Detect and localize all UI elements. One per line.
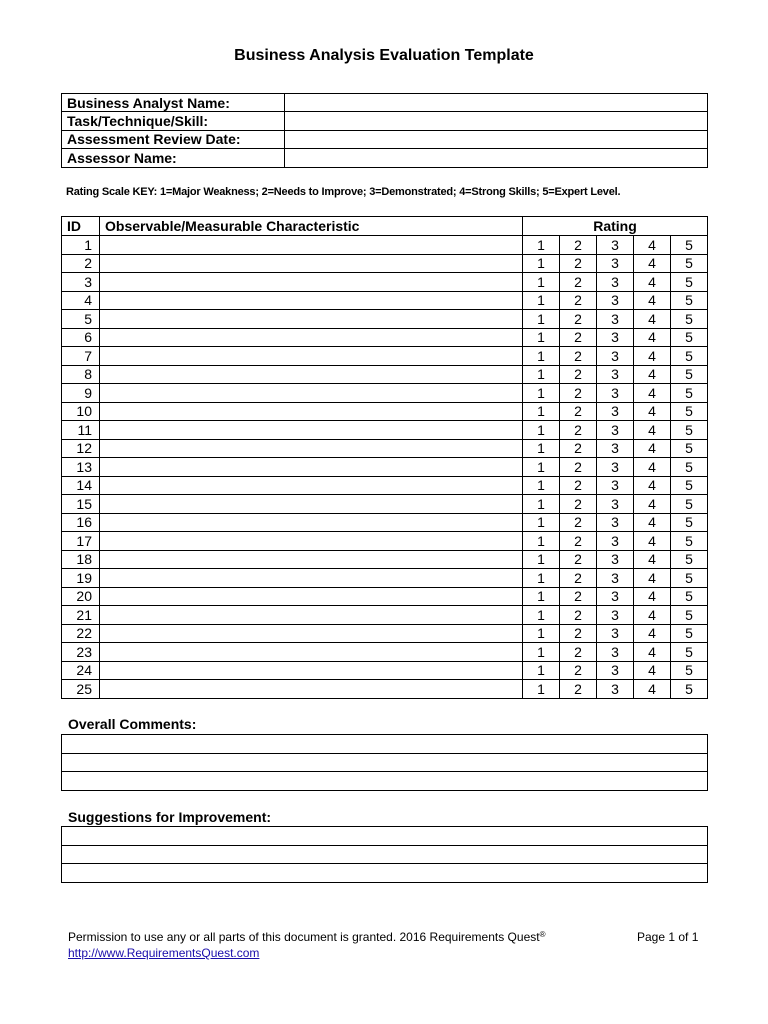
rating-option[interactable]: 1 [523,236,560,255]
rating-option[interactable]: 1 [523,365,560,384]
rating-option[interactable]: 1 [523,643,560,662]
suggestions-box[interactable] [61,826,708,883]
rating-option[interactable]: 4 [634,624,671,643]
rating-option[interactable]: 5 [671,550,708,569]
table-row [62,569,708,588]
rating-option[interactable]: 2 [560,606,597,625]
rating-option[interactable]: 3 [597,365,634,384]
row-id: 10 [62,402,100,421]
evaluation-table [61,216,708,699]
rating-option[interactable]: 1 [523,587,560,606]
row-id: 14 [62,476,100,495]
characteristic-cell[interactable] [100,254,523,273]
rating-option[interactable]: 2 [560,236,597,255]
rating-option[interactable]: 5 [671,236,708,255]
table-row [62,328,708,347]
characteristic-cell[interactable] [100,291,523,310]
rating-option[interactable]: 5 [671,476,708,495]
info-row [62,94,708,112]
rating-option[interactable]: 3 [597,643,634,662]
rating-option[interactable]: 3 [597,606,634,625]
rating-option[interactable]: 3 [597,439,634,458]
rating-option[interactable]: 2 [560,643,597,662]
rating-option[interactable]: 1 [523,532,560,551]
rating-option[interactable]: 4 [634,310,671,329]
rating-option[interactable]: 4 [634,532,671,551]
row-id: 5 [62,310,100,329]
rating-option[interactable]: 1 [523,291,560,310]
rating-option[interactable]: 4 [634,550,671,569]
id-header: ID [62,217,100,236]
row-id: 8 [62,365,100,384]
comment-line[interactable] [62,772,708,791]
info-label: Assessor Name: [62,149,285,167]
rating-option[interactable]: 4 [634,439,671,458]
characteristic-cell[interactable] [100,550,523,569]
rating-option[interactable]: 2 [560,328,597,347]
suggestion-line[interactable] [62,827,708,846]
rating-option[interactable]: 3 [597,310,634,329]
rating-option[interactable]: 2 [560,291,597,310]
rating-option[interactable]: 3 [597,347,634,366]
rating-option[interactable]: 5 [671,643,708,662]
rating-option[interactable]: 3 [597,661,634,680]
rating-option[interactable]: 5 [671,310,708,329]
row-id: 12 [62,439,100,458]
rating-option[interactable]: 1 [523,254,560,273]
rating-option[interactable]: 1 [523,513,560,532]
rating-option[interactable]: 1 [523,550,560,569]
rating-option[interactable]: 5 [671,680,708,699]
comment-line[interactable] [62,735,708,754]
characteristic-cell[interactable] [100,643,523,662]
row-id: 1 [62,236,100,255]
row-id: 9 [62,384,100,403]
table-row [62,347,708,366]
rating-option[interactable]: 2 [560,421,597,440]
rating-option[interactable]: 4 [634,421,671,440]
rating-option[interactable]: 5 [671,569,708,588]
table-row [62,680,708,699]
rating-option[interactable]: 5 [671,606,708,625]
rating-option[interactable]: 1 [523,439,560,458]
table-row [62,495,708,514]
rating-option[interactable]: 5 [671,495,708,514]
rating-option[interactable]: 2 [560,365,597,384]
overall-comments-label: Overall Comments: [68,716,197,732]
table-row [62,421,708,440]
rating-option[interactable]: 4 [634,254,671,273]
row-id: 17 [62,532,100,551]
table-row [62,532,708,551]
rating-option[interactable]: 2 [560,273,597,292]
rating-option[interactable]: 2 [560,458,597,477]
table-row [62,661,708,680]
rating-option[interactable]: 5 [671,587,708,606]
row-id: 15 [62,495,100,514]
characteristic-header: Observable/Measurable Characteristic [100,217,523,236]
row-id: 20 [62,587,100,606]
rating-option[interactable]: 2 [560,624,597,643]
table-row [62,550,708,569]
row-id: 11 [62,421,100,440]
info-value-field[interactable] [285,149,708,167]
row-id: 25 [62,680,100,699]
rating-option[interactable]: 1 [523,661,560,680]
table-row [62,384,708,403]
document-title: Business Analysis Evaluation Template [234,47,534,64]
table-row [62,310,708,329]
rating-option[interactable]: 4 [634,273,671,292]
suggestion-line[interactable] [62,845,708,864]
rating-option[interactable]: 1 [523,495,560,514]
rating-option[interactable]: 2 [560,680,597,699]
info-row [62,130,708,148]
rating-option[interactable]: 5 [671,291,708,310]
row-id: 2 [62,254,100,273]
rating-option[interactable]: 5 [671,439,708,458]
rating-option[interactable]: 1 [523,476,560,495]
rating-option[interactable]: 3 [597,402,634,421]
rating-option[interactable]: 5 [671,661,708,680]
table-row [62,476,708,495]
rating-option[interactable]: 4 [634,347,671,366]
suggestion-line[interactable] [62,864,708,883]
characteristic-cell[interactable] [100,439,523,458]
row-id: 16 [62,513,100,532]
characteristic-cell[interactable] [100,402,523,421]
rating-option[interactable]: 2 [560,532,597,551]
table-row [62,291,708,310]
rating-scale-key: Rating Scale KEY: 1=Major Weakness; 2=Needs to Improve; 3=Demonstrated; 4=Strong Skills; 5=Expert Level. [66,186,621,198]
characteristic-cell[interactable] [100,476,523,495]
row-id: 21 [62,606,100,625]
row-id: 13 [62,458,100,477]
rating-option[interactable]: 5 [671,365,708,384]
info-table [61,93,708,168]
table-row [62,458,708,477]
characteristic-cell[interactable] [100,347,523,366]
rating-option[interactable]: 3 [597,587,634,606]
rating-option[interactable]: 2 [560,384,597,403]
rating-option[interactable]: 5 [671,402,708,421]
rating-option[interactable]: 1 [523,458,560,477]
rating-option[interactable]: 4 [634,569,671,588]
rating-option[interactable]: 3 [597,680,634,699]
table-row [62,254,708,273]
rating-option[interactable]: 3 [597,513,634,532]
info-row [62,149,708,167]
table-row [62,365,708,384]
footer-permission [68,930,545,944]
rating-option[interactable]: 5 [671,532,708,551]
rating-option[interactable]: 3 [597,476,634,495]
rating-option[interactable]: 5 [671,384,708,403]
characteristic-cell[interactable] [100,661,523,680]
rating-option[interactable]: 4 [634,495,671,514]
rating-header: Rating [523,217,708,236]
characteristic-cell[interactable] [100,532,523,551]
row-id: 4 [62,291,100,310]
characteristic-cell[interactable] [100,587,523,606]
characteristic-cell[interactable] [100,236,523,255]
rating-option[interactable]: 1 [523,569,560,588]
rating-option[interactable]: 2 [560,476,597,495]
row-id: 6 [62,328,100,347]
rating-option[interactable]: 1 [523,273,560,292]
rating-option[interactable]: 5 [671,254,708,273]
row-id: 24 [62,661,100,680]
rating-option[interactable]: 1 [523,421,560,440]
characteristic-cell[interactable] [100,458,523,477]
rating-option[interactable]: 4 [634,587,671,606]
rating-option[interactable]: 5 [671,421,708,440]
rating-option[interactable]: 4 [634,236,671,255]
rating-option[interactable]: 4 [634,384,671,403]
rating-option[interactable]: 2 [560,587,597,606]
characteristic-cell[interactable] [100,495,523,514]
rating-option[interactable]: 4 [634,606,671,625]
table-row [62,643,708,662]
characteristic-cell[interactable] [100,680,523,699]
rating-option[interactable]: 2 [560,550,597,569]
rating-option[interactable]: 3 [597,569,634,588]
permission-text: Permission to use any or all parts of this document is granted. 2016 Requirements Quest [68,930,540,944]
rating-option[interactable]: 2 [560,347,597,366]
rating-option[interactable]: 5 [671,273,708,292]
table-row [62,624,708,643]
registered-mark: ® [539,930,546,939]
rating-option[interactable]: 5 [671,347,708,366]
rating-option[interactable]: 5 [671,624,708,643]
table-row [62,236,708,255]
rating-option[interactable]: 3 [597,236,634,255]
characteristic-cell[interactable] [100,365,523,384]
rating-option[interactable]: 3 [597,624,634,643]
characteristic-cell[interactable] [100,606,523,625]
rating-option[interactable]: 4 [634,328,671,347]
characteristic-cell[interactable] [100,624,523,643]
rating-option[interactable]: 3 [597,421,634,440]
rating-option[interactable]: 2 [560,310,597,329]
rating-option[interactable]: 4 [634,680,671,699]
characteristic-cell[interactable] [100,273,523,292]
table-row [62,587,708,606]
rating-option[interactable]: 4 [634,365,671,384]
rating-option[interactable]: 1 [523,384,560,403]
footer-link[interactable]: http://www.RequirementsQuest.com [68,946,260,960]
row-id: 3 [62,273,100,292]
rating-option[interactable]: 5 [671,328,708,347]
rating-option[interactable]: 3 [597,328,634,347]
rating-option[interactable]: 1 [523,624,560,643]
rating-option[interactable]: 3 [597,384,634,403]
rating-option[interactable]: 4 [634,291,671,310]
page-number: Page 1 of 1 [637,930,699,944]
row-id: 7 [62,347,100,366]
rating-option[interactable]: 3 [597,291,634,310]
characteristic-cell[interactable] [100,310,523,329]
rating-option[interactable]: 1 [523,606,560,625]
table-row [62,606,708,625]
rating-option[interactable]: 2 [560,495,597,514]
rating-option[interactable]: 5 [671,513,708,532]
rating-option[interactable]: 2 [560,569,597,588]
rating-option[interactable]: 4 [634,402,671,421]
rating-option[interactable]: 1 [523,328,560,347]
characteristic-cell[interactable] [100,384,523,403]
rating-option[interactable]: 2 [560,661,597,680]
rating-option[interactable]: 3 [597,532,634,551]
info-value-field[interactable] [285,94,708,112]
suggestions-label: Suggestions for Improvement: [68,809,272,825]
rating-option[interactable]: 3 [597,254,634,273]
rating-option[interactable]: 2 [560,402,597,421]
info-value-field[interactable] [285,112,708,130]
row-id: 22 [62,624,100,643]
characteristic-cell[interactable] [100,569,523,588]
rating-option[interactable]: 3 [597,273,634,292]
table-row [62,439,708,458]
info-label: Assessment Review Date: [62,130,285,148]
characteristic-cell[interactable] [100,328,523,347]
info-value-field[interactable] [285,130,708,148]
table-row [62,402,708,421]
rating-option[interactable]: 3 [597,550,634,569]
rating-option[interactable]: 4 [634,643,671,662]
row-id: 18 [62,550,100,569]
row-id: 19 [62,569,100,588]
table-row [62,513,708,532]
characteristic-cell[interactable] [100,421,523,440]
table-row [62,273,708,292]
rating-option[interactable]: 1 [523,310,560,329]
rating-option[interactable]: 2 [560,254,597,273]
info-row [62,112,708,130]
rating-option[interactable]: 4 [634,476,671,495]
row-id: 23 [62,643,100,662]
info-label: Task/Technique/Skill: [62,112,285,130]
rating-option[interactable]: 1 [523,680,560,699]
rating-option[interactable]: 1 [523,402,560,421]
characteristic-cell[interactable] [100,513,523,532]
rating-option[interactable]: 4 [634,513,671,532]
rating-option[interactable]: 2 [560,439,597,458]
comment-line[interactable] [62,753,708,772]
rating-option[interactable]: 4 [634,458,671,477]
info-label: Business Analyst Name: [62,94,285,112]
rating-option[interactable]: 3 [597,495,634,514]
rating-option[interactable]: 4 [634,661,671,680]
overall-comments-box[interactable] [61,734,708,791]
rating-option[interactable]: 2 [560,513,597,532]
rating-option[interactable]: 5 [671,458,708,477]
rating-option[interactable]: 1 [523,347,560,366]
rating-option[interactable]: 3 [597,458,634,477]
